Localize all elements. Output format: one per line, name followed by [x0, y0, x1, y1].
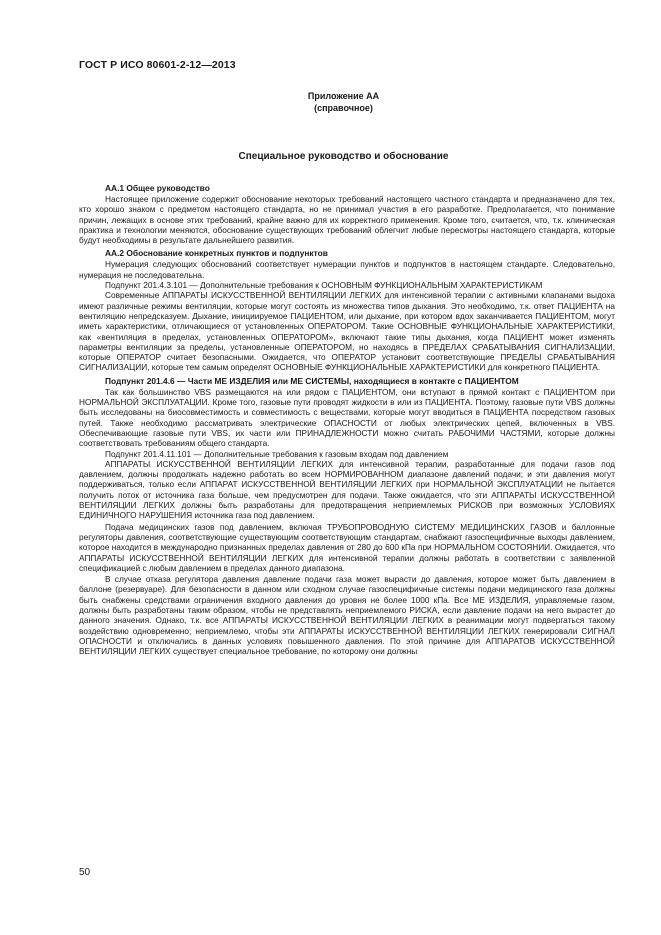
subclause-201-4-11-101-paragraph-3: В случае отказа регулятора давления давление подачи газа может вырасти до давления, которое может быть давлением в баллоне (резервуаре). Для безопасности в данном или сходном случае газоспецифичные системы подачи медицинского газа должны быть снабжены средствами ограничения входного давления до уровня не более 1000 кПа. Все МЕ ИЗДЕЛИЯ, управляемые газом, должны быть разработаны таким образом, чтобы не представлять неприемлемого РИСКА, если давление подачи на него вырастет до данного значения. Однако, т.к. все АППАРАТЫ ИСКУССТВЕННОЙ ВЕНТИЛЯЦИИ ЛЕГКИХ в реанимации могут подвергаться такому воздействию одновременно, неприемлемо, чтобы эти АППАРАТЫ ИСКУССТВЕННОЙ ВЕНТИЛЯЦИИ ЛЕГКИХ генерировали СИГНАЛ ОПАСНОСТИ и отключались в данных условиях повышенного давления. По этой причине для АППАРАТОВ ИСКУССТВЕННОЙ ВЕНТИЛЯЦИИ ЛЕГКИХ существует специальное требование, по которому они должны: [79, 574, 615, 657]
appendix-subtitle: (справочное): [314, 103, 373, 113]
subclause-201-4-3-101-paragraph: Современные АППАРАТЫ ИСКУССТВЕННОЙ ВЕНТИЛЯЦИИ ЛЕГКИХ для интенсивной терапии с активными клапанами выдоха имеют различные режимы вентиляции, которые могут состоять из множества типов дыхания. Это необходимо, т.к. ответ ПАЦИЕНТА на вентиляцию непредсказуем. Дыхание, инициируемое ПАЦИЕНТОМ, или дыхание, при котором вдох заканчивается ПАЦИЕНТОМ, могут иметь характеристики, отличающиеся от установленных ОПЕРАТОРОМ. Такие ОСНОВНЫЕ ФУНКЦИОНАЛЬНЫЕ ХАРАКТЕРИСТИКИ, как «вентиляция в пределах, установленных ОПЕРАТОРОМ», включают такие типы дыхания, когда ПАЦИЕНТ может изменять параметры вентиляции за пределы, установленные ОПЕРАТОРОМ, но находясь в ПРЕДЕЛАХ СРАБАТЫВАНИЯ СИГНАЛИЗАЦИИ, которые ОПЕРАТОР считает безопасными. Ожидается, что ОПЕРАТОР установит соответствующие ПРЕДЕЛЫ СРАБАТЫВАНИЯ СИГНАЛИЗАЦИИ, которые тем самым определят ОСНОВНЫЕ ФУНКЦИОНАЛЬНЫЕ ХАРАКТЕРИСТИКИ для конкретного ПАЦИЕНТА.: [79, 290, 615, 373]
section-aa1-paragraph: Настоящее приложение содержит обоснование некоторых требований настоящего частного стандарта и предназначено для тех, кто хорошо знаком с предметом настоящего стандарта, но не принимал участия в его разработке. Предполагается, что понимание причин, лежащих в основе этих требований, крайне важно для их корректного применения. Кроме того, считается, что, т.к. клиническая практика и технологии меняются, обоснование существующих требований облегчит любые пересмотры настоящего стандарта, которые будут необходимы в результате дальнейшего развития.: [79, 194, 615, 246]
section-aa1-heading: АА.1 Общее руководство: [105, 183, 210, 193]
section-aa2-paragraph: Нумерация следующих обоснований соответствует нумерации пунктов и подпунктов в настоящем стандарте. Следовательно, нумерация не последовательна.: [79, 259, 615, 280]
subclause-201-4-11-101-paragraph-1: АППАРАТЫ ИСКУССТВЕННОЙ ВЕНТИЛЯЦИИ ЛЕГКИХ для интенсивной терапии, разработанные для подачи газов под давлением, должны продолжать надежно работать во всем НОРМИРОВАННОМ диапазоне давлений подачи; и эти давления могут поддерживаться, только если АППАРАТ ИСКУССТВЕННОЙ ВЕНТИЛЯЦИИ ЛЕГКИХ при НОРМАЛЬНОЙ ЭКСПЛУАТАЦИИ не пытается получить поток от источника газа больше, чем предусмотрен для подачи. Также ожидается, что эти АППАРАТЫ ИСКУССТВЕННОЙ ВЕНТИЛЯЦИИ ЛЕГКИХ должны быть разработаны для предотвращения неприемлемых РИСКОВ при возможных УСЛОВИЯХ ЕДИНИЧНОГО НАРУШЕНИЯ источника газа под давлением.: [79, 458, 615, 521]
document-title: Специальное руководство и обоснование: [238, 151, 449, 162]
subclause-201-4-6-heading: Подпункт 201.4.6 — Части МЕ ИЗДЕЛИЯ или МЕ СИСТЕМЫ, находящиеся в контакте с ПАЦИЕНТОМ: [105, 375, 519, 386]
subclause-201-4-6-paragraph: Так как большинство VBS размещаются на или рядом с ПАЦИЕНТОМ, они вступают в прямой контакт с ПАЦИЕНТОМ при НОРМАЛЬНОЙ ЭКСПЛУАТАЦИИ. Кроме того, газовые пути проводят жидкости в или из ПАЦИЕНТА. Поэтому, газовые пути VBS должны быть исследованы на биосовместимость и совместимость с веществами, которые могут вводиться в ПАЦИЕНТА посредством газовых путей. Также необходимо рассматривать электрические ОПАСНОСТИ от любых электрических цепей, включенных в VBS. Обеспечивающие газовые пути VBS, их части или ПРИНАДЛЕЖНОСТИ можно считать РАБОЧИМИ ЧАСТЯМИ, которые должны соответствовать требованиям общего стандарта.: [79, 386, 615, 449]
document-body: [79, 183, 615, 656]
subclause-201-4-11-101-title: Подпункт 201.4.11.101 — Дополнительные требования к газовым входам под давлением: [105, 448, 449, 459]
subclause-201-4-3-101-title: Подпункт 201.4.3.101 — Дополнительные требования к ОСНОВНЫМ ФУНКЦИОНАЛЬНЫМ ХАРАКТЕРИСТИКАМ: [105, 280, 543, 291]
standard-header: ГОСТ Р ИСО 80601-2-12—2013: [79, 59, 236, 71]
subclause-201-4-11-101-paragraph-2: Подача медицинских газов под давлением, включая ТРУБОПРОВОДНУЮ СИСТЕМУ МЕДИЦИНСКИХ ГАЗОВ и баллонные регуляторы давления, соответствующие существующим соответствующим стандартам, снабжают газоспецифичные выходы давлением, которое находится в международно признанных пределах давления от 280 до 600 кПа при НОРМАЛЬНОМ СОСТОЯНИИ. Ожидается, что АППАРАТЫ ИСКУССТВЕННОЙ ВЕНТИЛЯЦИИ ЛЕГКИХ для интенсивной терапии должны работать в соответствии с заявленной спецификацией с любым давлением в пределах данного диапазона.: [79, 521, 615, 573]
page-number: 50: [79, 867, 91, 878]
section-aa2-heading: АА.2 Обоснование конкретных пунктов и подпунктов: [105, 248, 328, 259]
appendix-title: Приложение АА: [307, 91, 380, 101]
